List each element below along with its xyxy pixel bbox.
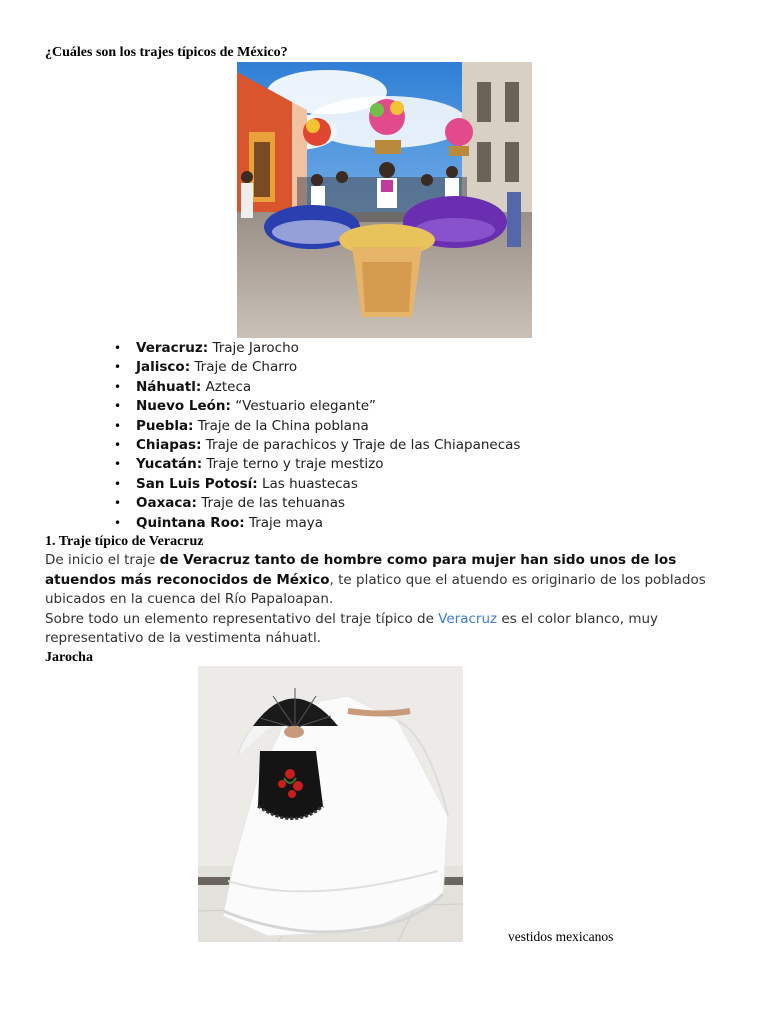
list-item: [110, 494, 520, 513]
costume-name: Traje de la China poblana: [197, 417, 369, 434]
section-body: [45, 551, 735, 649]
list-item: [110, 358, 520, 377]
list-item: [110, 514, 520, 533]
list-item: [110, 339, 520, 358]
paragraph-2: [45, 610, 735, 649]
paragraph-1: [45, 551, 735, 610]
image-caption: vestidos mexicanos: [508, 929, 614, 944]
list-item: [110, 436, 520, 455]
state-name: Oaxaca:: [136, 495, 197, 512]
state-name: Nuevo León:: [136, 398, 231, 415]
parade-dancers-photo: [237, 62, 532, 338]
list-item: [110, 475, 520, 494]
section-heading: 1. Traje típico de Veracruz: [45, 534, 204, 549]
state-name: Chiapas:: [136, 436, 202, 453]
costume-name: Traje de las tehuanas: [201, 495, 346, 512]
paragraph-bold-text: de Veracruz tanto de hombre como para mujer han sido unos de los atuendos más reconocidos de México: [45, 552, 677, 588]
costume-name: Traje de parachicos y Traje de las Chiapanecas: [205, 436, 521, 453]
paragraph-text: Sobre todo un elemento representativo del traje típico de: [45, 610, 439, 627]
costume-name: Traje maya: [248, 514, 324, 531]
state-name: Puebla:: [136, 417, 194, 434]
costume-name: Traje terno y traje mestizo: [206, 456, 384, 473]
costume-list: [110, 339, 520, 533]
list-item: [110, 455, 520, 474]
state-name: Náhuatl:: [136, 378, 202, 395]
list-item: [110, 397, 520, 416]
costume-name: Azteca: [205, 378, 252, 395]
jarocha-label: Jarocha: [45, 650, 93, 665]
state-name: Veracruz:: [136, 340, 209, 356]
state-name: San Luis Potosí:: [136, 475, 258, 492]
costume-name: Las huastecas: [261, 475, 358, 492]
state-name: Quintana Roo:: [136, 514, 245, 531]
page-title: ¿Cuáles son los trajes típicos de México?: [45, 45, 288, 60]
state-name: Yucatán:: [136, 456, 203, 473]
veracruz-link[interactable]: Veracruz: [438, 610, 498, 627]
costume-name: Traje de Charro: [194, 359, 298, 376]
paragraph-text: , te platico que el atuendo es originario de los poblados ubicados en la cuenca del Río Papaloapan.: [45, 571, 706, 607]
paragraph-text: De inicio el traje: [45, 552, 160, 568]
costume-name: “Vestuario elegante”: [235, 398, 377, 415]
state-name: Jalisco:: [136, 359, 191, 376]
list-item: [110, 378, 520, 397]
costume-name: Traje Jarocho: [212, 340, 299, 356]
list-item: [110, 417, 520, 436]
paragraph-text: es el color blanco, muy representativo de la vestimenta náhuatl.: [45, 610, 659, 646]
jarocha-dress-photo: [198, 666, 463, 942]
